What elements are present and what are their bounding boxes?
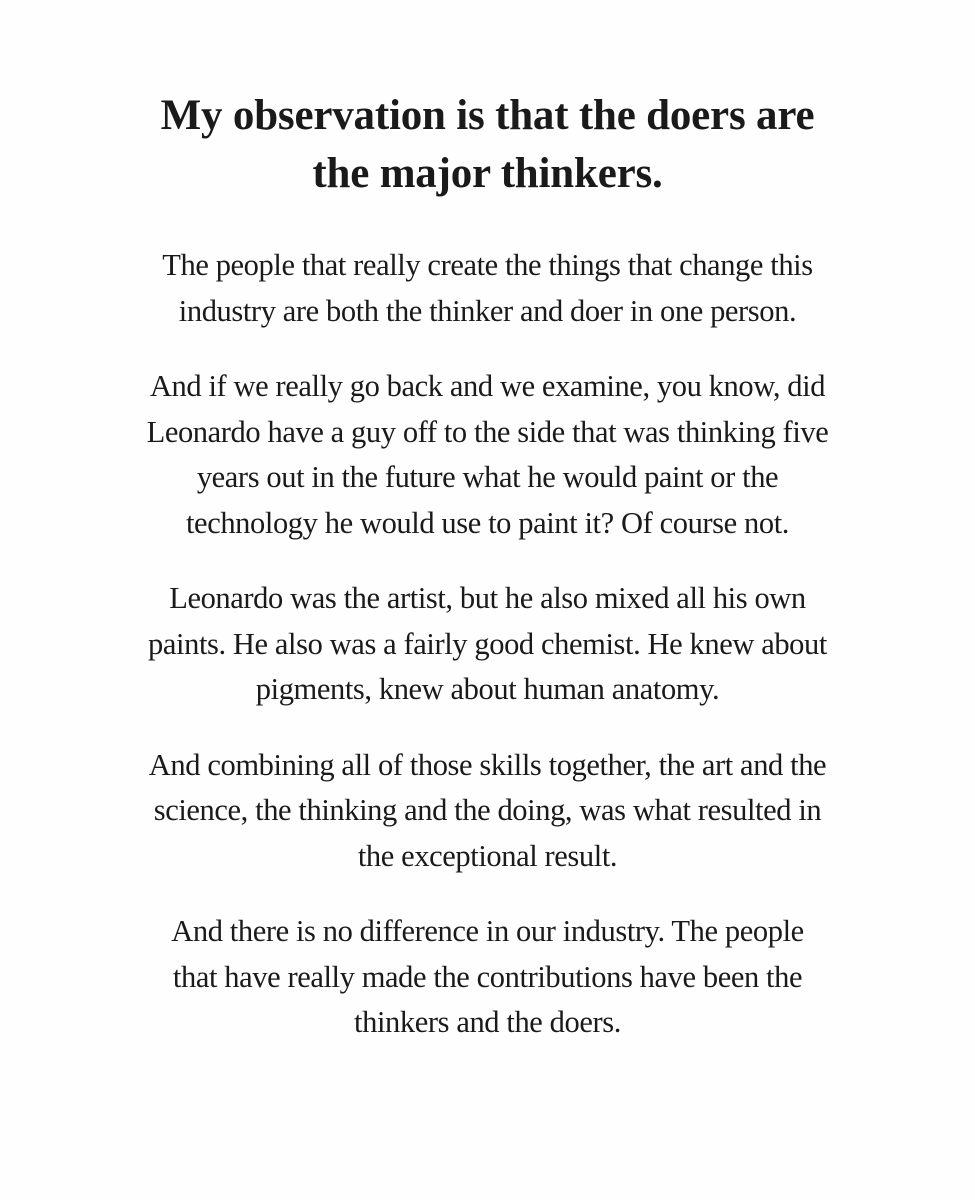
quote-body: [0, 243, 975, 1046]
paragraph: [108, 243, 868, 334]
paragraph-line: And if we really go back and we examine, you know, did: [149, 369, 826, 403]
paragraph-line: the exceptional result.: [357, 838, 618, 873]
paragraph-line: industry are both the thinker and doer in one person.: [178, 293, 797, 328]
paragraph-line: Leonardo was the artist, but he also mixed all his own: [169, 581, 806, 615]
paragraph-line: technology he would use to paint it? Of course not.: [185, 505, 790, 540]
title-line: the major thinkers.: [312, 150, 663, 197]
paragraph-line: The people that really create the things that change this: [162, 248, 813, 282]
title-line: My observation is that the doers are: [160, 92, 815, 139]
paragraph-line: science, the thinking and the doing, was what resulted in: [153, 793, 822, 827]
paragraph: [108, 364, 868, 546]
paragraph: [108, 909, 868, 1046]
paragraph-line: years out in the future what he would paint or the: [196, 460, 779, 494]
quote-title: [108, 87, 868, 203]
paragraph-line: paints. He also was a fairly good chemist. He knew about: [148, 626, 827, 661]
paragraph: [108, 743, 868, 880]
paragraph-line: that have really made the contributions have been the: [172, 959, 803, 994]
paragraph-line: pigments, knew about human anatomy.: [255, 672, 720, 706]
paragraph-line: Leonardo have a guy off to the side that was thinking five: [146, 414, 829, 449]
paragraph: [108, 576, 868, 713]
paragraph-line: And combining all of those skills together, the art and the: [148, 747, 827, 782]
paragraph-line: And there is no difference in our industry. The people: [171, 914, 804, 948]
paragraph-line: thinkers and the doers.: [354, 1005, 621, 1039]
